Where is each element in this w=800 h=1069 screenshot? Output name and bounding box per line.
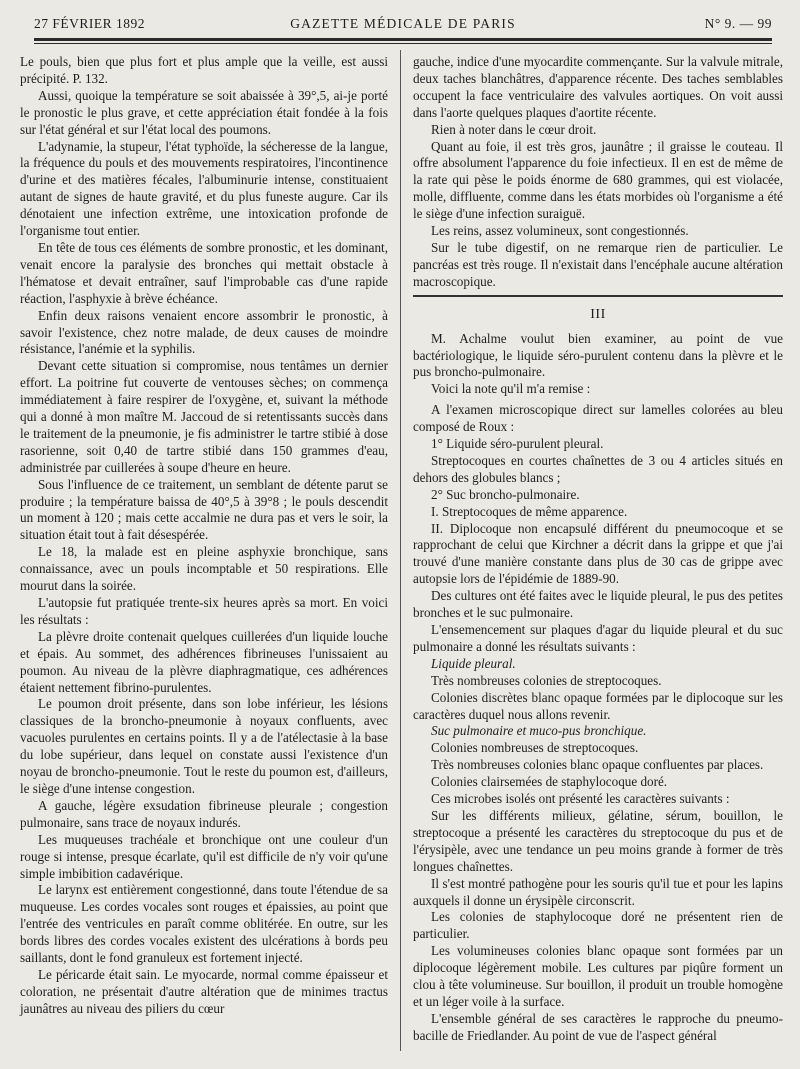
- section-heading: III: [590, 306, 606, 322]
- paragraph: Colonies discrètes blanc opaque formées par le diplocoque sur les caractères duquel nous allons revenir.: [413, 689, 783, 722]
- paragraph: A gauche, légère exsudation fibrineuse pleurale ; congestion pulmonaire, sans trace de noyaux indurés.: [20, 797, 388, 830]
- paragraph: Des cultures ont été faites avec le liquide pleural, le pus des petites bronches et le suc pulmonaire.: [413, 588, 783, 621]
- subheading: Suc pulmonaire et muco-pus bronchique.: [431, 723, 647, 739]
- paragraph: L'ensemencement sur plaques d'agar du liquide pleural et du suc pulmonaire a donné les résultats suivants :: [413, 622, 783, 654]
- paragraph: Ces microbes isolés ont présenté les caractères suivants :: [431, 791, 730, 807]
- paragraph: Très nombreuses colonies blanc opaque confluentes par places.: [431, 757, 764, 773]
- paragraph: Devant cette situation si compromise, nous tentâmes un dernier effort. La poitrine fut couverte de ventouses sèches; on commença immédiatement à faire respirer de l'oxygène, et, suivant la méthode qui a donné à mon maître M. Jaccoud de si retentissants succès dans le traitement de la pneumonie, je fis administrer le tartre stibié à dose rasorienne, soit 0,40 de tartre stibié dans 150 grammes d'eau, administrée par cuillerées à soupe d'heure en heure.: [20, 358, 388, 475]
- paragraph: Il s'est montré pathogène pour les souris qu'il tue et pour les lapins auxquels il donne un érysipèle circonscrit.: [413, 875, 783, 908]
- paragraph: Les muqueuses trachéale et bronchique ont une couleur d'un rouge si intense, presque écarlate, qu'il est difficile de n'y voir qu'une simple imbibition cadavérique.: [20, 831, 388, 881]
- right-column: [413, 54, 783, 1045]
- section-rule: [413, 295, 783, 297]
- header-rule: [34, 38, 772, 41]
- issue-date: 27 FÉVRIER 1892: [34, 16, 146, 31]
- paragraph: Sur les différents milieux, gélatine, sérum, bouillon, le streptocoque a présenté les caractères du streptocoque du pus et de l'érysipèle, avec une tendance un peu moins grande à former de très longues chaînettes.: [413, 807, 783, 874]
- paragraph: Quant au foie, il est très gros, jaunâtre ; il graisse le couteau. Il offre absolument l'apparence du foie infectieux. Il en est de même de la rate qui pèse le poids énorme de 680 grammes, qui est violacée, molle, diffluente, comme dans les états morbides où l'organisme a été le siège d'une infection suraiguë.: [413, 138, 783, 222]
- paragraph: Rien à noter dans le cœur droit.: [431, 121, 597, 137]
- paragraph: I. Streptocoques de même apparence.: [431, 503, 628, 519]
- issue-number: N° 9. — 99: [704, 16, 772, 31]
- paragraph: L'adynamie, la stupeur, l'état typhoïde, la sécheresse de la langue, la fréquence du pouls et des mouvements respiratoires, l'incontinence d'urine et des matières fécales, l'albuminurie intense, constituaient autant de signes de haute gravité, et du plus funeste augure. Car ils dénotaient une infection extrême, une intoxication profonde de l'organisme tout entier.: [20, 138, 388, 239]
- paragraph: 2° Suc broncho-pulmonaire.: [431, 486, 580, 502]
- left-column: [20, 54, 388, 1018]
- paragraph: Les volumineuses colonies blanc opaque sont formées par un diplocoque légèrement mobile. Les cultures par piqûre forment un clou à tête volumineuse. Sur bouillon, il produit un trouble homogène et un léger voile à la surface.: [413, 943, 783, 1009]
- paragraph: 1° Liquide séro-purulent pleural.: [431, 436, 604, 452]
- paragraph: A l'examen microscopique direct sur lamelles colorées au bleu composé de Roux :: [413, 402, 783, 435]
- journal-title: GAZETTE MÉDICALE DE PARIS: [290, 16, 516, 31]
- paragraph: Le 18, la malade est en pleine asphyxie bronchique, sans connaissance, avec un pouls incomptable et 50 respirations. Elle mourut dans la soirée.: [20, 544, 388, 594]
- paragraph: Voici la note qu'il m'a remise :: [431, 381, 591, 397]
- column-divider: [400, 50, 401, 1051]
- paragraph: Aussi, quoique la température se soit abaissée à 39°,5, ai-je porté le pronostic le plus grave, et cette appréciation était fondée à la fois sur l'état général et sur l'état local des poumons.: [20, 87, 388, 137]
- paragraph: Enfin deux raisons venaient encore assombrir le pronostic, à savoir l'existence, chez notre malade, de deux causes de moindre résistance, l'anémie et la syphilis.: [20, 307, 388, 357]
- paragraph: Sur le tube digestif, on ne remarque rien de particulier. Le pancréas est très rouge. Il n'existait dans l'encéphale aucune altération macroscopique.: [413, 239, 783, 289]
- paragraph: Les colonies de staphylocoque doré ne présentent rien de particulier.: [413, 909, 783, 942]
- paragraph: Sous l'influence de ce traitement, un semblant de détente parut se produire ; la température baissa de 40°,5 à 39°8 ; le pouls descendit un moment à 120 ; mais cette accalmie ne dura pas et vers le soir, la situation était tout à fait désespérée.: [20, 476, 388, 543]
- subheading: Liquide pleural.: [431, 655, 516, 671]
- paragraph: gauche, indice d'une myocardite commençante. Sur la valvule mitrale, deux taches blanchâtres, d'apparence récente. Des taches semblables occupent la face ventriculaire des valvules aortiques. On voit aussi dans l'aorte quelques plaques d'aortite récente.: [413, 54, 783, 120]
- paragraph: Le larynx est entièrement congestionné, dans toute l'étendue de sa muqueuse. Les cordes vocales sont rouges et épaissies, au point que l'entrée des ventricules en paraît comme oblitérée. En outre, sur les bords libres des cordes vocales existent des ulcérations à bords peu saillants, dont le fond granuleux est fortement injecté.: [20, 882, 388, 966]
- paragraph: M. Achalme voulut bien examiner, au point de vue bactériologique, le liquide séro-purulent contenu dans la plèvre et le pus broncho-pulmonaire.: [413, 330, 783, 380]
- paragraph: L'ensemble général de ses caractères le rapproche du pneumo-bacille de Friedlander. Au point de vue de l'aspect général: [413, 1010, 783, 1043]
- paragraph: Le pouls, bien que plus fort et plus ample que la veille, est aussi précipité. P. 132.: [20, 54, 388, 86]
- page-header: [34, 12, 772, 34]
- paragraph: Le péricarde était sain. Le myocarde, normal comme épaisseur et coloration, ne présentait d'autre altération que de minimes tractus jaunâtres au niveau des piliers du cœur: [20, 966, 388, 1016]
- paragraph: Colonies clairsemées de staphylocoque doré.: [431, 774, 668, 790]
- paragraph: Les reins, assez volumineux, sont congestionnés.: [431, 223, 689, 239]
- paragraph: Colonies nombreuses de streptocoques.: [431, 740, 639, 756]
- paragraph: Le poumon droit présente, dans son lobe inférieur, les lésions classiques de la broncho-pneumonie à noyaux confluents, avec vacuoles purulentes en certains points. Il y a de l'atélectasie à la base du lobe supérieur, dans lequel on constate aussi l'existence d'un noyau de broncho-pneumonie. Tout le reste du poumon est, d'ailleurs, le siège d'une intense congestion.: [20, 696, 388, 796]
- paragraph: II. Diplocoque non encapsulé différent du pneumocoque et se rapprochant de celui que Kirchner a décrit dans la grippe et que j'ai trouvé d'une manière constante dans plus de 30 cas de grippe avec autopsie lors de l'épidémie de 1889-90.: [413, 520, 783, 587]
- header-rule-thin: [34, 43, 772, 44]
- paragraph: En tête de tous ces éléments de sombre pronostic, et les dominant, venait encore la paralysie des bronches qui mettait obstacle à l'hématose et devait entraîner, sauf l'improbable cas d'une rapide réaction, l'asphyxie à brève échéance.: [20, 239, 388, 306]
- paragraph: Streptocoques en courtes chaînettes de 3 ou 4 articles situés en dehors des globules blancs ;: [413, 452, 783, 485]
- paragraph: Très nombreuses colonies de streptocoques.: [431, 672, 662, 688]
- paragraph: L'autopsie fut pratiquée trente-six heures après sa mort. En voici les résultats :: [20, 595, 388, 627]
- paragraph: La plèvre droite contenait quelques cuillerées d'un liquide louche et épais. Au sommet, des adhérences fibrineuses l'unissaient au poumon. Au niveau de la plèvre diaphragmatique, ces adhérences étaient nettement fibrino-purulentes.: [20, 628, 388, 695]
